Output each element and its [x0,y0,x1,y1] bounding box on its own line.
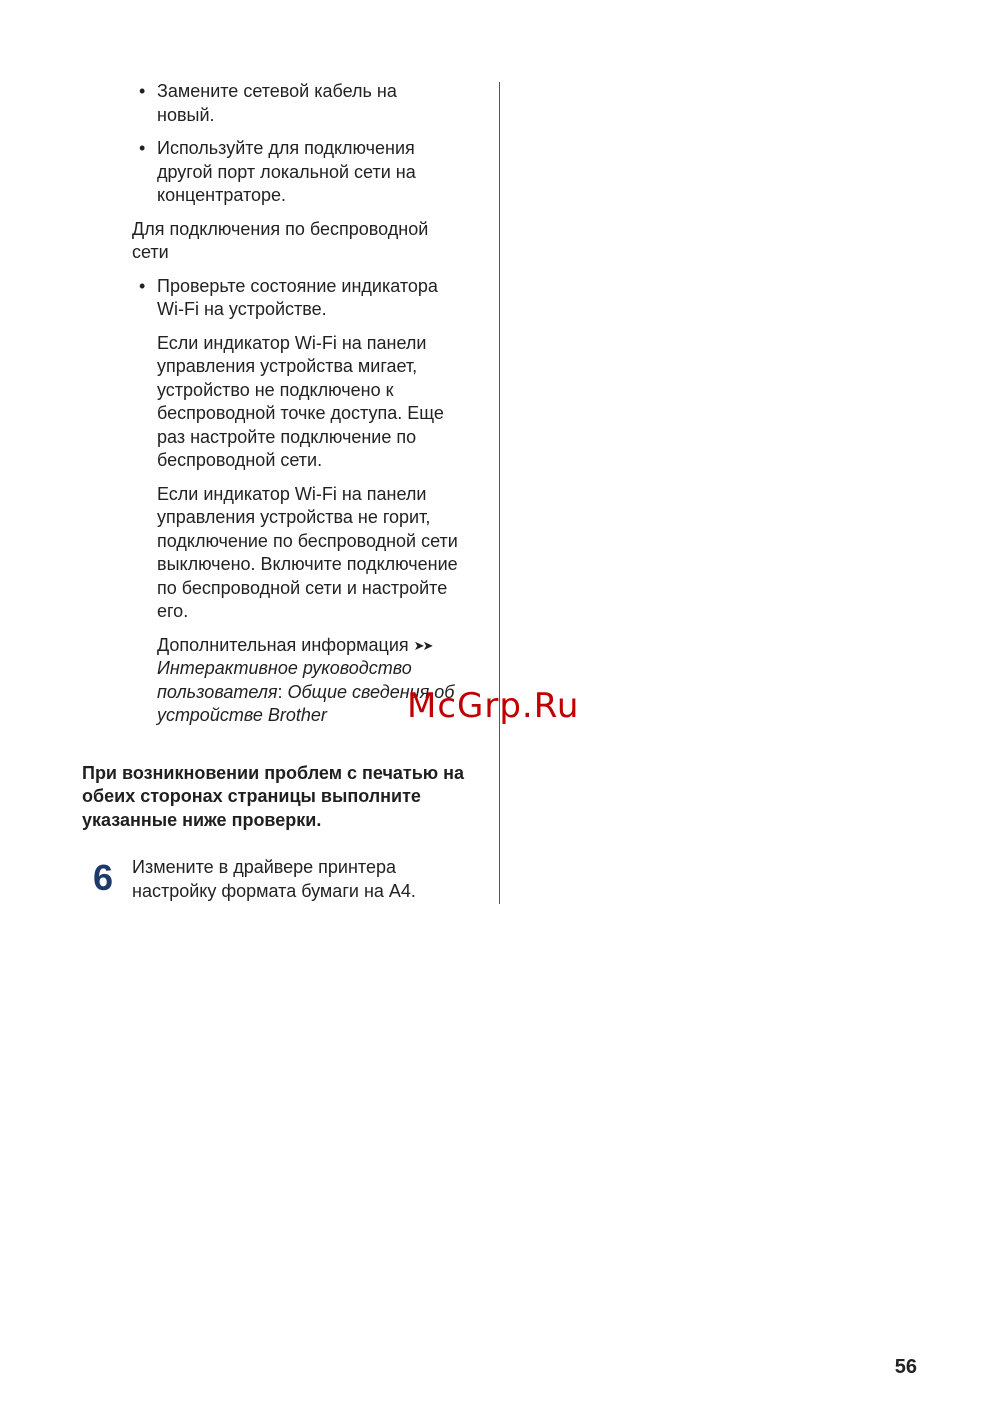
online-guide-link[interactable]: Интерактивное руководство пользователя [157,658,412,702]
page-number: 56 [894,1356,917,1378]
bullet-dot: • [139,138,146,158]
step-text: Измените в драйвере принтера настройку формата бумаги на A4. [132,857,416,901]
bullet-replace-cable [82,80,482,127]
bullet-text: Замените сетевой кабель на новый. [157,81,397,125]
text-column [82,80,482,903]
bullet-check-wifi [82,275,482,322]
bullet-text: Проверьте состояние индикатора Wi-Fi на устройстве. [157,275,438,319]
double-arrow-icon: ➤➤ [413,637,432,653]
device-overview-topic[interactable]: Общие сведения об устройстве Brother [157,681,455,725]
watermark: McGrp.Ru [407,686,580,726]
para-wifi-blinking: Если индикатор Wi-Fi на панели управления устройства мигает, устройство не подключено к беспроводной точке доступа. Еще раз настройте подключение по беспроводной сети. [157,332,444,470]
section-heading: При возникновении проблем с печатью на обеих сторонах страницы выполните указанные ниже проверки. [82,762,465,830]
bullet-other-port [82,137,482,208]
step-number: 6 [93,857,114,898]
bullet-dot: • [139,81,146,101]
wireless-lead: Для подключения по беспроводной сети [132,218,429,262]
column-divider [499,82,500,904]
step-6 [82,856,482,903]
bullet-dot: • [139,275,146,296]
more-info-colon: : [277,681,283,702]
more-info-label: Дополнительная информация [157,634,409,655]
para-wifi-off: Если индикатор Wi-Fi на панели управления устройства не горит, подключение по беспроводной сети выключено. Включите подключение по беспроводной сети и настройте его. [157,483,458,621]
bullet-text: Используйте для подключения другой порт локальной сети на концентраторе. [157,138,416,205]
